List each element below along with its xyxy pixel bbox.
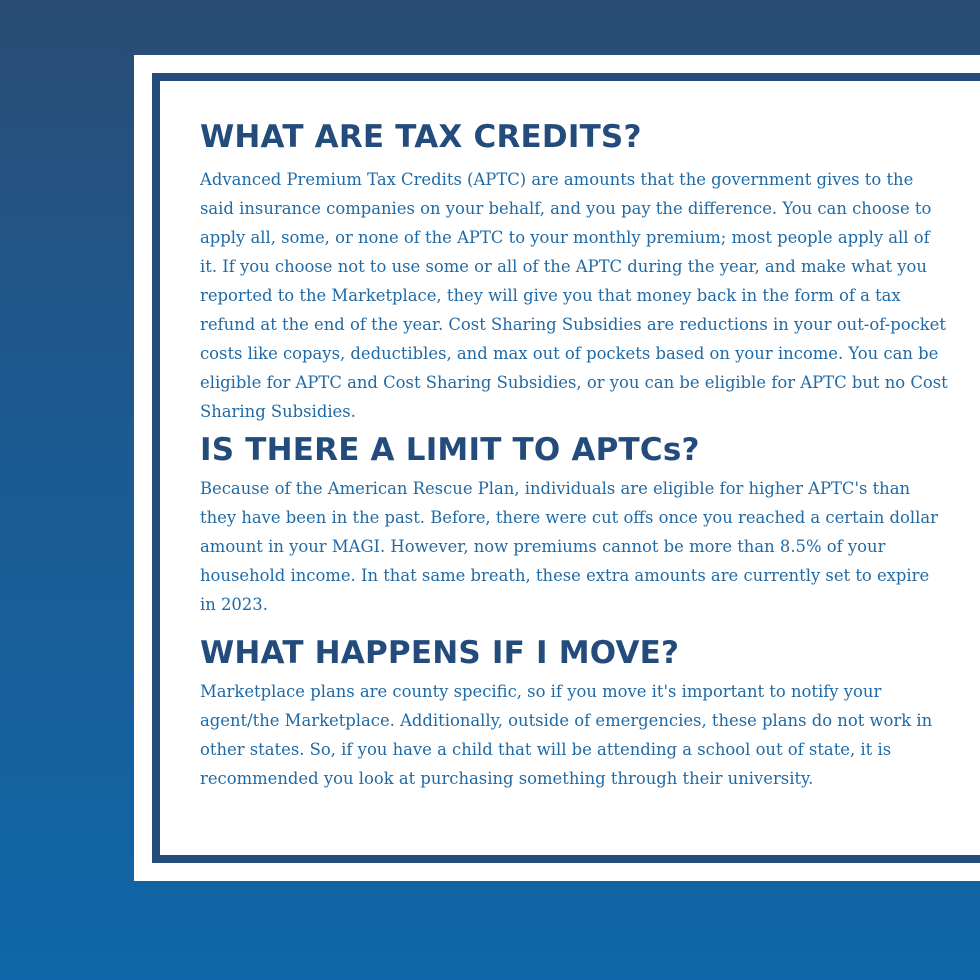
heading-moving: WHAT HAPPENS IF I MOVE?	[200, 635, 680, 671]
paragraph-tax-credits: Advanced Premium Tax Credits (APTC) are amounts that the government gives to the said insurance companies on your behalf, and you pay the difference. You can choose to apply all, some, or none of the APTC to your monthly premium; most people apply all of it. If you choose not to use some or all of the APTC during the year, and make what you reported to the Marketplace, they will give you that money back in the form of a tax refund at the end of the year. Cost Sharing Subsidies are reductions in your out-of-pocket costs like copays, deductibles, and max out of pockets based on your income. You can be eligible for APTC and Cost Sharing Subsidies, or you can be eligible for APTC but no Cost Sharing Subsidies.	[200, 170, 948, 421]
section-aptc-limit	[200, 428, 950, 619]
content-card	[134, 55, 980, 881]
paragraph-moving: Marketplace plans are county specific, so if you move it's important to notify your agent/the Marketplace. Additionally, outside of emergencies, these plans do not work in other states. So, if you have a child that will be attending a school out of state, it is recommended you look at purchasing something through their university.	[200, 682, 933, 788]
paragraph-aptc-limit: Because of the American Rescue Plan, individuals are eligible for higher APTC's than they have been in the past. Before, there were cut offs once you reached a certain dollar amount in your MAGI. However, now premiums cannot be more than 8.5% of your household income. In that same breath, these extra amounts are currently set to expire in 2023.	[200, 479, 938, 614]
heading-tax-credits: WHAT ARE TAX CREDITS?	[200, 119, 642, 155]
section-moving	[200, 631, 950, 793]
heading-aptc-limit: IS THERE A LIMIT TO APTCs?	[200, 432, 700, 468]
section-tax-credits	[200, 115, 950, 426]
content-area	[200, 115, 950, 793]
